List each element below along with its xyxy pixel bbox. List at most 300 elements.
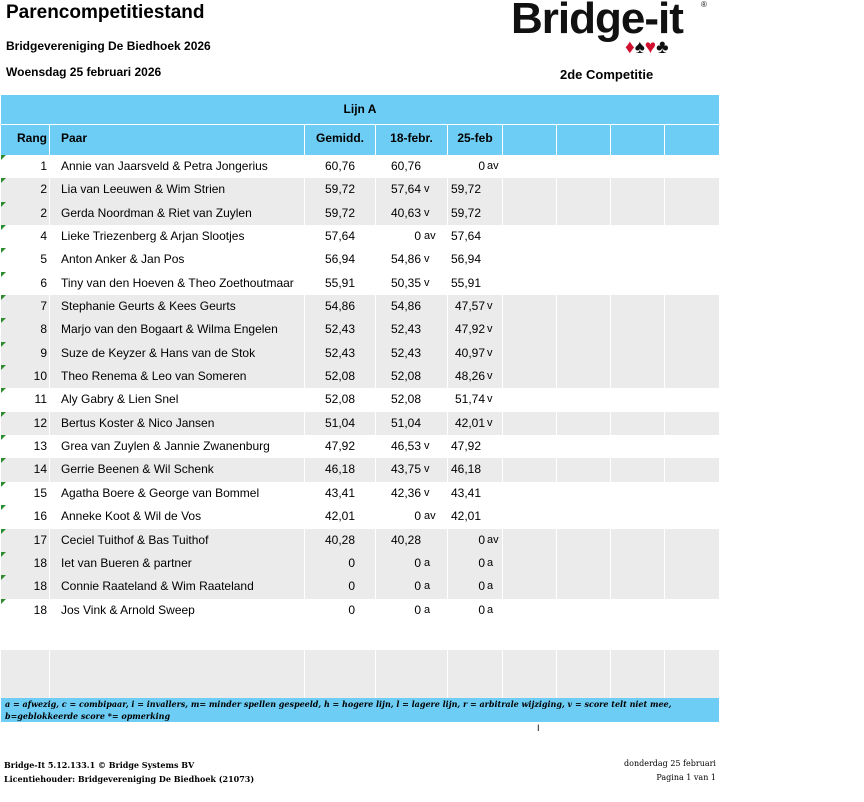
column-divider [556,435,557,458]
diamond-icon: ♦ [625,37,635,58]
column-divider [664,295,665,318]
column-divider [304,412,305,435]
round1-score-cell: 46,53 [390,439,421,454]
round2-flag-cell: v [487,416,493,429]
column-divider [610,482,611,505]
round2-flag-cell: a [487,580,494,593]
column-divider [49,272,50,295]
column-divider [304,599,305,622]
table-row [1,178,719,201]
column-divider [610,318,611,341]
column-divider [447,599,448,622]
column-divider [610,155,611,178]
page-number: Pagina 1 van 1 [656,773,716,782]
column-divider [49,248,50,271]
round2-score-cell: 51,74 [454,392,485,407]
logo-text: Bridge-it [511,0,683,43]
bridge-it-logo [511,0,711,62]
column-header-gemidd: Gemidd. [315,131,364,145]
round2-score-cell: 59,72 [451,182,482,197]
column-divider [556,482,557,505]
column-divider [447,575,448,598]
column-header-paar: Paar [61,131,88,145]
column-divider [610,575,611,598]
average-cell: 54,86 [324,299,355,314]
column-divider [664,650,665,698]
column-divider [49,342,50,365]
logo-suits [625,38,669,58]
column-divider [49,435,50,458]
round1-flag-cell: av [424,510,436,523]
column-divider [49,225,50,248]
round2-score-cell: 43,41 [451,485,482,500]
column-divider [502,599,503,622]
pair-name-cell: Connie Raateland & Wim Raateland [61,579,254,594]
round2-flag-cell: a [487,603,494,616]
column-divider [502,505,503,528]
column-divider [556,225,557,248]
round2-flag-cell: v [487,370,493,383]
average-cell: 0 [348,579,355,594]
rang-cell: 11 [34,392,47,407]
competition-name: 2de Competitie [560,67,654,82]
column-divider [556,552,557,575]
column-divider [447,388,448,411]
round1-flag-cell: v [424,183,430,196]
table-row [1,155,719,178]
column-divider [304,505,305,528]
average-cell: 52,43 [324,322,355,337]
column-divider [502,125,503,155]
column-divider [49,458,50,481]
column-divider [502,155,503,178]
round2-score-cell: 40,97 [454,345,485,360]
column-header-round2: 25-feb [457,131,493,145]
page-title: Parencompetitiestand [6,2,205,23]
column-divider [610,650,611,698]
round1-score-cell: 40,28 [390,532,421,547]
column-divider [49,412,50,435]
column-divider [304,435,305,458]
column-divider [304,552,305,575]
rang-cell: 6 [40,275,47,290]
column-divider [556,529,557,552]
rang-cell: 8 [40,322,47,337]
column-divider [664,342,665,365]
column-divider [610,599,611,622]
round2-score-cell: 47,92 [451,439,482,454]
column-divider [610,505,611,528]
column-divider [49,482,50,505]
table-row [1,435,719,458]
registered-mark: ® [701,0,707,9]
table-row [1,272,719,295]
rang-cell: 14 [33,462,47,477]
column-divider [664,575,665,598]
software-credit: Bridge-It 5.12.133.1 © Bridge Systems BV [4,760,195,770]
column-divider [556,178,557,201]
column-divider [447,342,448,365]
column-divider [49,202,50,225]
column-divider [304,295,305,318]
rang-cell: 15 [33,485,47,500]
average-cell: 51,04 [324,415,355,430]
average-cell: 42,01 [324,509,355,524]
column-divider [49,599,50,622]
column-divider [610,529,611,552]
round1-score-cell: 0 [414,579,421,594]
round1-flag-cell: v [424,440,430,453]
round2-score-cell: 46,18 [451,462,482,477]
round1-score-cell: 50,35 [390,275,421,290]
column-divider [447,155,448,178]
column-divider [304,342,305,365]
rang-cell: 1 [40,159,47,173]
round1-flag-cell: av [424,230,436,243]
column-divider [447,482,448,505]
column-divider [664,505,665,528]
section-title: Lijn A [1,95,719,124]
column-divider [556,342,557,365]
column-divider [610,388,611,411]
column-divider [502,318,503,341]
column-divider [447,552,448,575]
round2-score-cell: 0 [478,159,485,173]
pair-name-cell: Stephanie Geurts & Kees Geurts [61,299,236,314]
table-row [1,552,719,575]
table-row [1,318,719,341]
footer-right [600,757,716,785]
table-row [1,248,719,271]
round1-flag-cell: v [424,206,430,219]
legend-line: b=geblokkeerde score *= opmerking [5,711,171,721]
column-divider [502,272,503,295]
column-divider [304,155,305,178]
round1-score-cell: 0 [414,555,421,570]
round1-flag-cell: v [424,276,430,289]
column-divider [304,529,305,552]
column-divider [304,650,305,698]
pair-name-cell: Anneke Koot & Wil de Vos [61,509,202,524]
pair-name-cell: Tiny van den Hoeven & Theo Zoethoutmaar [61,275,294,290]
round1-score-cell: 52,43 [390,322,421,337]
column-divider [447,365,448,388]
pair-name-cell: Iet van Bueren & partner [61,555,192,570]
column-divider [502,412,503,435]
column-divider [664,435,665,458]
average-cell: 47,92 [324,439,355,454]
column-divider [556,650,557,698]
rang-cell: 10 [33,369,47,384]
rang-cell: 4 [40,229,47,244]
table-row [1,412,719,435]
table-row [1,202,719,225]
table-header [1,125,719,155]
column-divider [610,178,611,201]
round1-score-cell: 60,76 [390,159,421,173]
pair-name-cell: Bertus Koster & Nico Jansen [61,415,215,430]
heart-icon: ♥ [644,37,657,58]
column-divider [664,125,665,155]
column-divider [304,318,305,341]
column-divider [304,388,305,411]
column-divider [664,458,665,481]
column-divider [610,458,611,481]
pair-name-cell: Theo Renema & Leo van Someren [61,369,247,384]
pair-name-cell: Grea van Zuylen & Jannie Zwanenburg [61,439,270,454]
round1-flag-cell: a [424,580,431,593]
column-divider [502,435,503,458]
column-divider [556,202,557,225]
round1-score-cell: 52,43 [390,345,421,360]
pair-name-cell: Anton Anker & Jan Pos [61,252,185,267]
column-divider [502,202,503,225]
column-divider [502,178,503,201]
rang-cell: 7 [40,299,47,314]
column-divider [664,599,665,622]
spade-icon: ♠ [634,37,645,58]
column-divider [610,342,611,365]
average-cell: 40,28 [324,532,355,547]
column-divider [49,650,50,698]
column-divider [49,155,50,178]
pair-name-cell: Annie van Jaarsveld & Petra Jongerius [61,159,268,173]
pair-name-cell: Marjo van den Bogaart & Wilma Engelen [61,322,278,337]
column-divider [49,125,50,155]
pair-name-cell: Agatha Boere & George van Bommel [61,485,260,500]
table-row [1,505,719,528]
average-cell: 57,64 [324,229,355,244]
license-holder: Licentiehouder: Bridgevereniging De Biedhoek (21073) [4,774,255,784]
column-divider [610,435,611,458]
round1-score-cell: 54,86 [390,299,421,314]
average-cell: 0 [348,602,355,617]
rang-cell: 18 [33,555,47,570]
column-divider [610,248,611,271]
pair-name-cell: Suze de Keyzer & Hans van de Stok [61,345,256,360]
column-divider [304,248,305,271]
column-divider [49,552,50,575]
column-divider [447,178,448,201]
average-cell: 59,72 [324,182,355,197]
column-divider [49,388,50,411]
column-divider [610,552,611,575]
average-cell: 43,41 [324,485,355,500]
table-row [1,482,719,505]
round2-score-cell: 55,91 [451,275,482,290]
round1-flag-cell: a [424,603,431,616]
column-divider [556,599,557,622]
pair-name-cell: Aly Gabry & Lien Snel [61,392,179,407]
footer-left [4,758,254,786]
column-divider [664,529,665,552]
column-divider [502,529,503,552]
column-divider [304,458,305,481]
column-divider [556,155,557,178]
round1-score-cell: 51,04 [390,415,421,430]
column-divider [502,225,503,248]
rang-cell: 13 [33,439,47,454]
average-cell: 56,94 [324,252,355,267]
column-divider [610,125,611,155]
column-divider [556,575,557,598]
column-divider [664,202,665,225]
rang-cell: 18 [33,579,47,594]
round2-score-cell: 57,64 [451,229,482,244]
round2-flag-cell: v [487,300,493,313]
column-divider [502,482,503,505]
column-divider [447,529,448,552]
table-row [1,575,719,598]
column-divider [664,318,665,341]
column-divider [664,225,665,248]
round2-score-cell: 59,72 [451,205,482,220]
average-cell: 52,08 [324,369,355,384]
column-divider [556,295,557,318]
empty-rows [1,650,719,698]
column-divider [49,318,50,341]
column-divider [664,365,665,388]
table-row [1,529,719,552]
column-divider [447,458,448,481]
column-divider [304,365,305,388]
column-divider [610,272,611,295]
column-divider [49,505,50,528]
column-divider [610,412,611,435]
column-divider [556,505,557,528]
column-divider [664,388,665,411]
table-row [1,599,719,622]
round1-score-cell: 0 [414,509,421,524]
round2-score-cell: 42,01 [454,415,485,430]
legend [1,698,719,722]
column-divider [304,575,305,598]
column-divider [447,248,448,271]
round1-score-cell: 0 [414,229,421,244]
column-divider [610,295,611,318]
column-divider [49,365,50,388]
round2-flag-cell: v [487,323,493,336]
column-divider [447,318,448,341]
column-divider [556,318,557,341]
column-divider [556,365,557,388]
rang-cell: 12 [33,415,47,430]
round1-flag-cell: v [424,463,430,476]
column-divider [502,575,503,598]
rang-cell: 5 [40,252,47,267]
column-divider [610,225,611,248]
round1-flag-cell: v [424,253,430,266]
column-divider [49,575,50,598]
round2-flag-cell: av [487,160,499,172]
column-divider [556,388,557,411]
column-divider [664,248,665,271]
round1-flag-cell: a [424,556,431,569]
table-row [1,458,719,481]
round1-score-cell: 40,63 [390,205,421,220]
column-divider [49,529,50,552]
column-divider [664,178,665,201]
column-divider [447,650,448,698]
round1-score-cell: 0 [414,602,421,617]
column-divider [502,388,503,411]
column-divider [304,225,305,248]
round1-score-cell: 52,08 [390,392,421,407]
legend-line: a = afwezig, c = combipaar, i = invallers, m= minder spellen gespeeld, h = hogere lijn, l = lagere lijn, r = arbitrale wijziging, v = score telt niet mee, [5,699,672,709]
column-divider [502,342,503,365]
column-divider [664,412,665,435]
rang-cell: 2 [40,205,47,220]
column-divider [304,178,305,201]
round2-score-cell: 48,26 [454,369,485,384]
average-cell: 55,91 [324,275,355,290]
round2-flag-cell: v [487,346,493,359]
pair-name-cell: Gerda Noordman & Riet van Zuylen [61,205,252,220]
table-row [1,295,719,318]
pair-name-cell: Gerrie Beenen & Wil Schenk [61,462,214,477]
column-header-rang: Rang [17,131,47,145]
average-cell: 52,08 [324,392,355,407]
pair-name-cell: Jos Vink & Arnold Sweep [61,602,195,617]
column-divider [447,435,448,458]
round2-score-cell: 0 [478,532,485,547]
round2-score-cell: 0 [478,555,485,570]
column-divider [664,272,665,295]
print-date: donderdag 25 februari [624,759,716,768]
column-divider [556,272,557,295]
rang-cell: 17 [33,532,47,547]
rang-cell: 16 [33,509,47,524]
round2-score-cell: 0 [478,602,485,617]
round2-score-cell: 47,57 [454,299,485,314]
column-divider [447,272,448,295]
column-header-round1: 18-febr. [390,131,433,145]
column-divider [556,248,557,271]
column-divider [664,552,665,575]
round2-score-cell: 0 [478,579,485,594]
column-divider [502,552,503,575]
round1-score-cell: 57,64 [390,182,421,197]
table-row [1,365,719,388]
column-divider [49,295,50,318]
column-divider [447,412,448,435]
round1-score-cell: 42,36 [390,485,421,500]
column-divider [556,412,557,435]
average-cell: 60,76 [324,159,355,173]
session-date: Woensdag 25 februari 2026 [6,65,162,79]
column-divider [610,365,611,388]
column-divider [556,125,557,155]
column-divider [502,458,503,481]
column-divider [556,458,557,481]
average-cell: 59,72 [324,205,355,220]
pair-name-cell: Lieke Triezenberg & Arjan Slootjes [61,229,245,244]
rang-cell: 18 [33,602,47,617]
round1-flag-cell: v [424,486,430,499]
column-divider [502,248,503,271]
tick-mark: I [537,723,540,733]
round2-flag-cell: av [487,533,499,546]
average-cell: 52,43 [324,345,355,360]
column-divider [664,155,665,178]
column-divider [502,365,503,388]
table-row [1,225,719,248]
column-divider [304,202,305,225]
column-divider [304,272,305,295]
column-divider [610,202,611,225]
column-divider [502,650,503,698]
average-cell: 46,18 [324,462,355,477]
